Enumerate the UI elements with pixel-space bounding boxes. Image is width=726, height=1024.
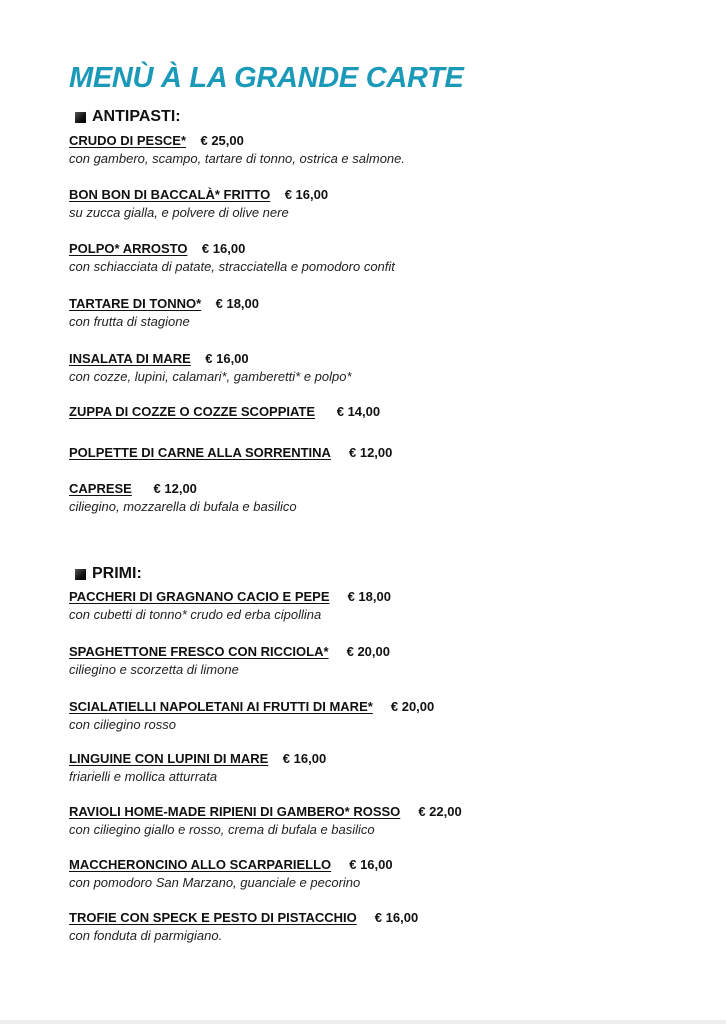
item-description: con cozze, lupini, calamari*, gamberetti* e polpo* bbox=[69, 369, 352, 384]
menu-item bbox=[69, 804, 462, 838]
menu-item bbox=[69, 133, 405, 167]
menu-item bbox=[69, 187, 328, 221]
item-name: TROFIE CON SPECK E PESTO DI PISTACCHIO bbox=[69, 910, 357, 925]
item-price: € 16,00 bbox=[205, 351, 249, 366]
item-price: € 20,00 bbox=[346, 644, 390, 659]
section-heading-primi bbox=[75, 565, 142, 583]
item-name: CRUDO DI PESCE* bbox=[69, 133, 187, 148]
item-name: MACCHERONCINO ALLO SCARPARIELLO bbox=[69, 857, 332, 872]
menu-title: MENÙ À LA GRANDE CARTE bbox=[69, 62, 464, 94]
square-bullet-icon bbox=[75, 112, 86, 123]
page-bottom-edge bbox=[0, 1020, 726, 1024]
item-price: € 16,00 bbox=[282, 751, 327, 766]
menu-item bbox=[69, 857, 393, 891]
item-description: con ciliegino rosso bbox=[69, 717, 176, 732]
menu-item bbox=[69, 589, 391, 623]
menu-item bbox=[69, 241, 395, 275]
item-description: ciliegino, mozzarella di bufala e basilico bbox=[69, 499, 297, 514]
menu-item bbox=[69, 481, 297, 515]
menu-item bbox=[69, 751, 326, 785]
item-name: TARTARE DI TONNO* bbox=[69, 296, 202, 311]
item-price: € 18,00 bbox=[347, 589, 391, 604]
item-price: € 16,00 bbox=[374, 910, 419, 925]
item-name: ZUPPA DI COZZE O COZZE SCOPPIATE bbox=[69, 404, 316, 419]
menu-item bbox=[69, 296, 259, 330]
item-name: BON BON DI BACCALÀ* FRITTO bbox=[69, 187, 271, 202]
item-name: SCIALATIELLI NAPOLETANI AI FRUTTI DI MARE* bbox=[69, 699, 373, 714]
menu-item bbox=[69, 910, 418, 944]
item-price: € 16,00 bbox=[349, 857, 393, 872]
item-price: € 14,00 bbox=[336, 404, 381, 419]
item-price: € 22,00 bbox=[418, 804, 462, 819]
item-description: con ciliegino giallo e rosso, crema di bufala e basilico bbox=[69, 822, 375, 837]
item-name: CAPRESE bbox=[69, 481, 132, 496]
item-description: friarielli e mollica atturrata bbox=[69, 769, 218, 784]
item-price: € 16,00 bbox=[201, 241, 246, 256]
item-price: € 25,00 bbox=[200, 133, 244, 148]
menu-item bbox=[69, 404, 380, 420]
item-price: € 12,00 bbox=[349, 445, 393, 460]
item-description: su zucca gialla, e polvere di olive nere bbox=[69, 205, 289, 220]
section-heading-antipasti bbox=[75, 108, 181, 126]
menu-item bbox=[69, 351, 352, 385]
section-heading-label: ANTIPASTI: bbox=[92, 108, 181, 125]
item-name: PACCHERI DI GRAGNANO CACIO E PEPE bbox=[69, 589, 330, 604]
item-price: € 16,00 bbox=[284, 187, 329, 202]
item-description: con gambero, scampo, tartare di tonno, ostrica e salmone. bbox=[69, 151, 406, 166]
square-bullet-icon bbox=[75, 569, 86, 580]
item-name: INSALATA DI MARE bbox=[69, 351, 191, 366]
item-description: ciliegino e scorzetta di limone bbox=[69, 662, 239, 677]
item-price: € 18,00 bbox=[215, 296, 259, 311]
menu-item bbox=[69, 644, 390, 678]
item-name: POLPETTE DI CARNE ALLA SORRENTINA bbox=[69, 445, 331, 460]
item-name: RAVIOLI HOME-MADE RIPIENI DI GAMBERO* ROSSO bbox=[69, 804, 401, 819]
section-heading-label: PRIMI: bbox=[92, 565, 142, 582]
item-description: con fonduta di parmigiano. bbox=[69, 928, 223, 943]
item-price: € 12,00 bbox=[153, 481, 197, 496]
item-description: con pomodoro San Marzano, guanciale e pecorino bbox=[69, 875, 361, 890]
item-price: € 20,00 bbox=[390, 699, 435, 714]
menu-item bbox=[69, 699, 434, 733]
item-name: LINGUINE CON LUPINI DI MARE bbox=[69, 751, 269, 766]
item-description: con schiacciata di patate, stracciatella e pomodoro confit bbox=[69, 259, 395, 274]
item-name: SPAGHETTONE FRESCO CON RICCIOLA* bbox=[69, 644, 329, 659]
item-description: con frutta di stagione bbox=[69, 314, 190, 329]
item-name: POLPO* ARROSTO bbox=[69, 241, 188, 256]
menu-item bbox=[69, 445, 392, 461]
item-description: con cubetti di tonno* crudo ed erba cipollina bbox=[69, 607, 322, 622]
